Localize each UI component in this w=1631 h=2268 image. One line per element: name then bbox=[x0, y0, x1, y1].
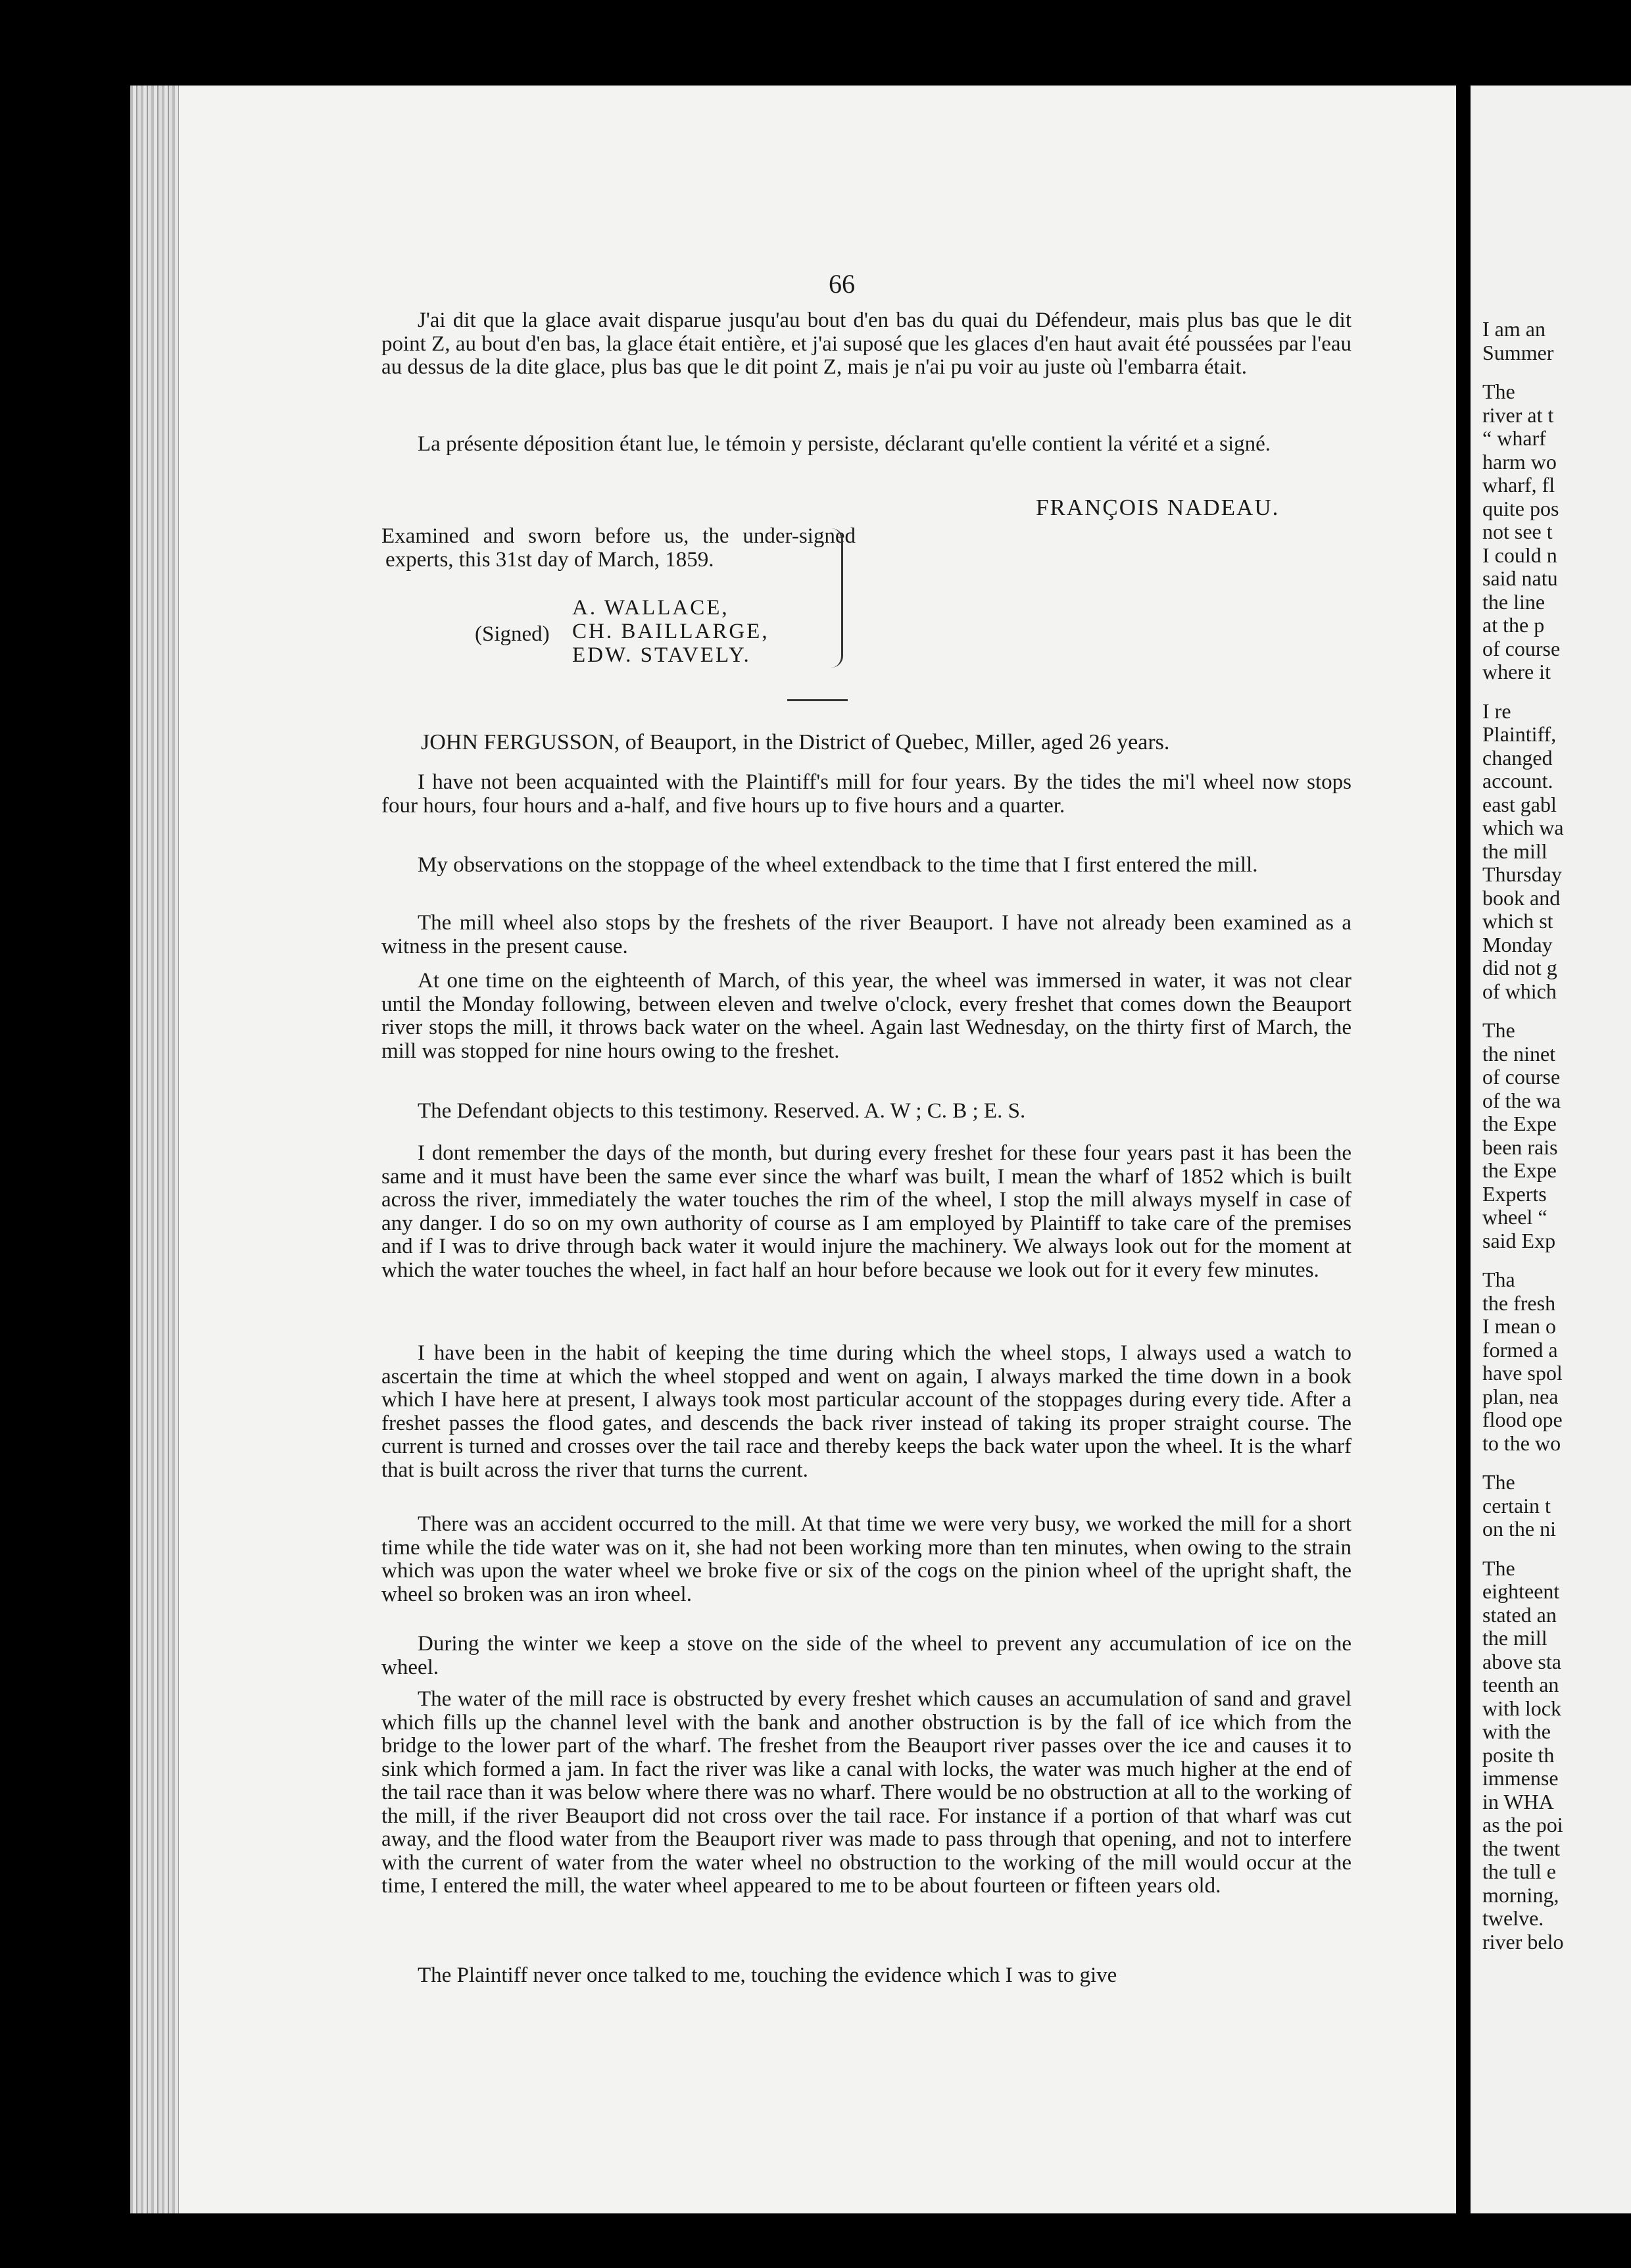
adjacent-line: Experts bbox=[1482, 1181, 1547, 1206]
adjacent-line: at the p bbox=[1482, 613, 1545, 637]
adjacent-line: book and bbox=[1482, 885, 1561, 910]
adjacent-line: stated an bbox=[1482, 1602, 1557, 1627]
adjacent-line: of course bbox=[1482, 636, 1561, 660]
adjacent-line: where it bbox=[1482, 660, 1551, 683]
adjacent-line: which wa bbox=[1482, 816, 1564, 839]
adjacent-line: with the bbox=[1482, 1719, 1551, 1743]
adjacent-line: flood ope bbox=[1482, 1408, 1563, 1431]
body-paragraph: I have been in the habit of keeping the time during which the wheel stops, I always used a watch to ascertain the time at which the wheel stopped and went on again, I always marked the time down in a book which I have here at present, I always took most particular account of the stoppages during every tide. After a freshet passes the flood gates, and descends the back river instead of taking its proper straight course. The current is turned and crosses over the tail race and thereby keeps the back water upon the wheel. It is the wharf that is built across the river that turns the current. bbox=[381, 1341, 1351, 1482]
adjacent-line: wharf, fl bbox=[1482, 473, 1555, 497]
adjacent-line: Tha bbox=[1482, 1268, 1515, 1291]
adjacent-line: The bbox=[1482, 1556, 1515, 1580]
adjacent-line: of the wa bbox=[1482, 1088, 1561, 1112]
section-divider bbox=[787, 699, 848, 701]
oath-text: Examined and sworn before us, the under-signed experts, this 31st day of March, 1859. bbox=[381, 524, 856, 572]
signer-2: CH. BAILLARGE, bbox=[572, 620, 769, 643]
adjacent-line: The bbox=[1482, 380, 1515, 403]
adjacent-line: on the ni bbox=[1482, 1517, 1556, 1541]
adjacent-line: the Expe bbox=[1482, 1158, 1557, 1182]
adjacent-line: above sta bbox=[1482, 1649, 1561, 1673]
adjacent-line: posite th bbox=[1482, 1742, 1555, 1767]
body-paragraph: I dont remember the days of the month, but during every freshet for these four years past it has been the same and it must have been the same ever since the wharf was built, I mean the wharf of 1852 which is built across the river, immediately the water touches the rim of the wheel, I stop the mill always myself in case of any danger. I do so on my own authority of course as I am employed by Plaintiff to take care of the premises and if I was to drive through back water it would injure the machinery. We always look out for the moment at which the water touches the wheel, in fact half an hour before because we look out for it every few minutes. bbox=[381, 1141, 1351, 1282]
signer-1: A. WALLACE, bbox=[572, 596, 729, 620]
adjacent-page bbox=[1471, 86, 1631, 2213]
adjacent-line: I mean o bbox=[1482, 1314, 1556, 1338]
adjacent-line: in WHA bbox=[1482, 1789, 1554, 1813]
adjacent-line: the twent bbox=[1482, 1836, 1561, 1860]
adjacent-line: teenth an bbox=[1482, 1673, 1559, 1696]
oath-brace bbox=[824, 528, 843, 668]
book-gutter bbox=[1456, 0, 1471, 2268]
body-paragraph: There was an accident occurred to the mill. At that time we were very busy, we worked the mill for a short time while the tide water was on it, she had not been working more than ten minutes, when owing to the strain which was upon the water wheel we broke five or six of the cogs on the pinion wheel of the upright shaft, the wheel so broken was an iron wheel. bbox=[381, 1512, 1351, 1606]
adjacent-line: twelve. bbox=[1482, 1906, 1544, 1930]
adjacent-line: the line bbox=[1482, 589, 1546, 614]
body-paragraph: I have not been acquainted with the Plaintiff's mill for four years. By the tides the mi'l wheel now stops four hours, four hours and a-half, and five hours up to five hours and a quarter. bbox=[381, 770, 1351, 818]
signer-3: EDW. STAVELY. bbox=[572, 643, 751, 667]
adjacent-line: the Expe bbox=[1482, 1112, 1557, 1135]
adjacent-line: changed bbox=[1482, 745, 1553, 770]
adjacent-line: quite pos bbox=[1482, 496, 1559, 520]
adjacent-line: Summer bbox=[1482, 340, 1554, 364]
objection-line: The Defendant objects to this testimony. Reserved. A. W ; C. B ; E. S. bbox=[418, 1099, 1026, 1123]
adjacent-line: the fresh bbox=[1482, 1291, 1556, 1315]
adjacent-line: I am an bbox=[1482, 317, 1546, 341]
witness-signature: FRANÇOIS NADEAU. bbox=[1036, 495, 1280, 520]
adjacent-line: with lock bbox=[1482, 1696, 1561, 1720]
adjacent-line: immense bbox=[1482, 1766, 1559, 1790]
page-number: 66 bbox=[829, 269, 855, 299]
adjacent-line: have spol bbox=[1482, 1361, 1563, 1385]
french-paragraph-1: J'ai dit que la glace avait disparue jusqu'au bout d'en bas du quai du Défendeur, mais plus bas que le dit point Z, au bout d'en bas, la glace était entière, et j'ai suposé que les glaces d'en haut avait été poussées par l'eau au dessus de la dite glace, plus bas que le dit point Z, mais je n'ai pu voir au juste où l'embarra était. bbox=[381, 308, 1351, 379]
adjacent-line: of course bbox=[1482, 1065, 1561, 1089]
adjacent-line: the mill bbox=[1482, 1626, 1547, 1650]
adjacent-line: harm wo bbox=[1482, 449, 1557, 474]
adjacent-line: east gabl bbox=[1482, 792, 1557, 816]
signed-label: (Signed) bbox=[475, 622, 550, 646]
adjacent-line: The bbox=[1482, 1018, 1515, 1042]
body-paragraph: The water of the mill race is obstructed by every freshet which causes an accumulation of sand and gravel which fills up the channel level with the bank and another obstruction is by the fall of ice which from the bridge to the lower part of the wharf. The freshet from the Beauport river passes over the ice and causes it to sink which formed a jam. In fact the river was like a canal with locks, the water was much higher at the end of the tail race than it was below where there was no wharf. There would be no obstruction at all to the working of the mill, if the river Beauport did not cross over the tail race. For instance if a portion of that wharf was cut away, and the flood water from the Beauport river was made to pass through that opening, and not to interfere with the current of water from the water wheel no obstruction to the working of the mill would occur at the time, I entered the mill, the water wheel appeared to me to be about fourteen or fifteen years old. bbox=[381, 1687, 1351, 1898]
witness-heading: JOHN FERGUSSON, of Beauport, in the District of Quebec, Miller, aged 26 years. bbox=[421, 730, 1170, 754]
adjacent-line: said natu bbox=[1482, 566, 1558, 590]
adjacent-line: plan, nea bbox=[1482, 1384, 1559, 1408]
adjacent-line: river belo bbox=[1482, 1929, 1564, 1954]
adjacent-line: I could n bbox=[1482, 543, 1557, 567]
adjacent-line: account. bbox=[1482, 769, 1553, 793]
body-paragraph: During the winter we keep a stove on the side of the wheel to prevent any accumulation of ice on the wheel. bbox=[381, 1632, 1351, 1679]
adjacent-line: of which bbox=[1482, 979, 1557, 1003]
adjacent-line: formed a bbox=[1482, 1337, 1558, 1362]
adjacent-line: been rais bbox=[1482, 1135, 1558, 1159]
adjacent-line: the tull e bbox=[1482, 1860, 1556, 1883]
adjacent-line: Thursday bbox=[1482, 862, 1562, 886]
adjacent-line: the ninet bbox=[1482, 1041, 1556, 1066]
page-edge-stack bbox=[130, 86, 179, 2213]
adjacent-line: I re bbox=[1482, 699, 1511, 723]
body-paragraph: At one time on the eighteenth of March, of this year, the wheel was immersed in water, it was not clear until the Monday following, between eleven and twelve o'clock, every freshet that comes down the Beauport river stops the mill, it throws back water on the wheel. Again last Wednesday, on the thirty first of March, the mill was stopped for nine hours owing to the freshet. bbox=[381, 969, 1351, 1063]
adjacent-line: Plaintiff, bbox=[1482, 722, 1557, 746]
adjacent-line: “ wharf bbox=[1482, 426, 1546, 450]
adjacent-line: certain t bbox=[1482, 1493, 1551, 1517]
adjacent-line: not see t bbox=[1482, 520, 1553, 543]
body-paragraph: The Plaintiff never once talked to me, touching the evidence which I was to give bbox=[418, 1963, 1117, 1987]
body-paragraph: The mill wheel also stops by the freshets of the river Beauport. I have not already been examined as a witness in the present cause. bbox=[381, 911, 1351, 958]
adjacent-line: The bbox=[1482, 1470, 1515, 1494]
adjacent-line: did not g bbox=[1482, 956, 1557, 979]
adjacent-line: the mill bbox=[1482, 839, 1547, 863]
body-paragraph: My observations on the stoppage of the wheel extendback to the time that I first entered the mill. bbox=[418, 853, 1258, 877]
adjacent-line: to the wo bbox=[1482, 1431, 1561, 1455]
adjacent-line: as the poi bbox=[1482, 1813, 1563, 1837]
adjacent-line: river at t bbox=[1482, 403, 1554, 427]
adjacent-line: Monday bbox=[1482, 932, 1553, 956]
adjacent-line: wheel “ bbox=[1482, 1205, 1547, 1229]
adjacent-line: morning, bbox=[1482, 1883, 1559, 1907]
adjacent-line: which st bbox=[1482, 909, 1553, 933]
adjacent-line: said Exp bbox=[1482, 1228, 1556, 1252]
adjacent-line: eighteent bbox=[1482, 1579, 1560, 1603]
french-paragraph-2: La présente déposition étant lue, le témoin y persiste, déclarant qu'elle contient la vérité et a signé. bbox=[418, 432, 1271, 456]
